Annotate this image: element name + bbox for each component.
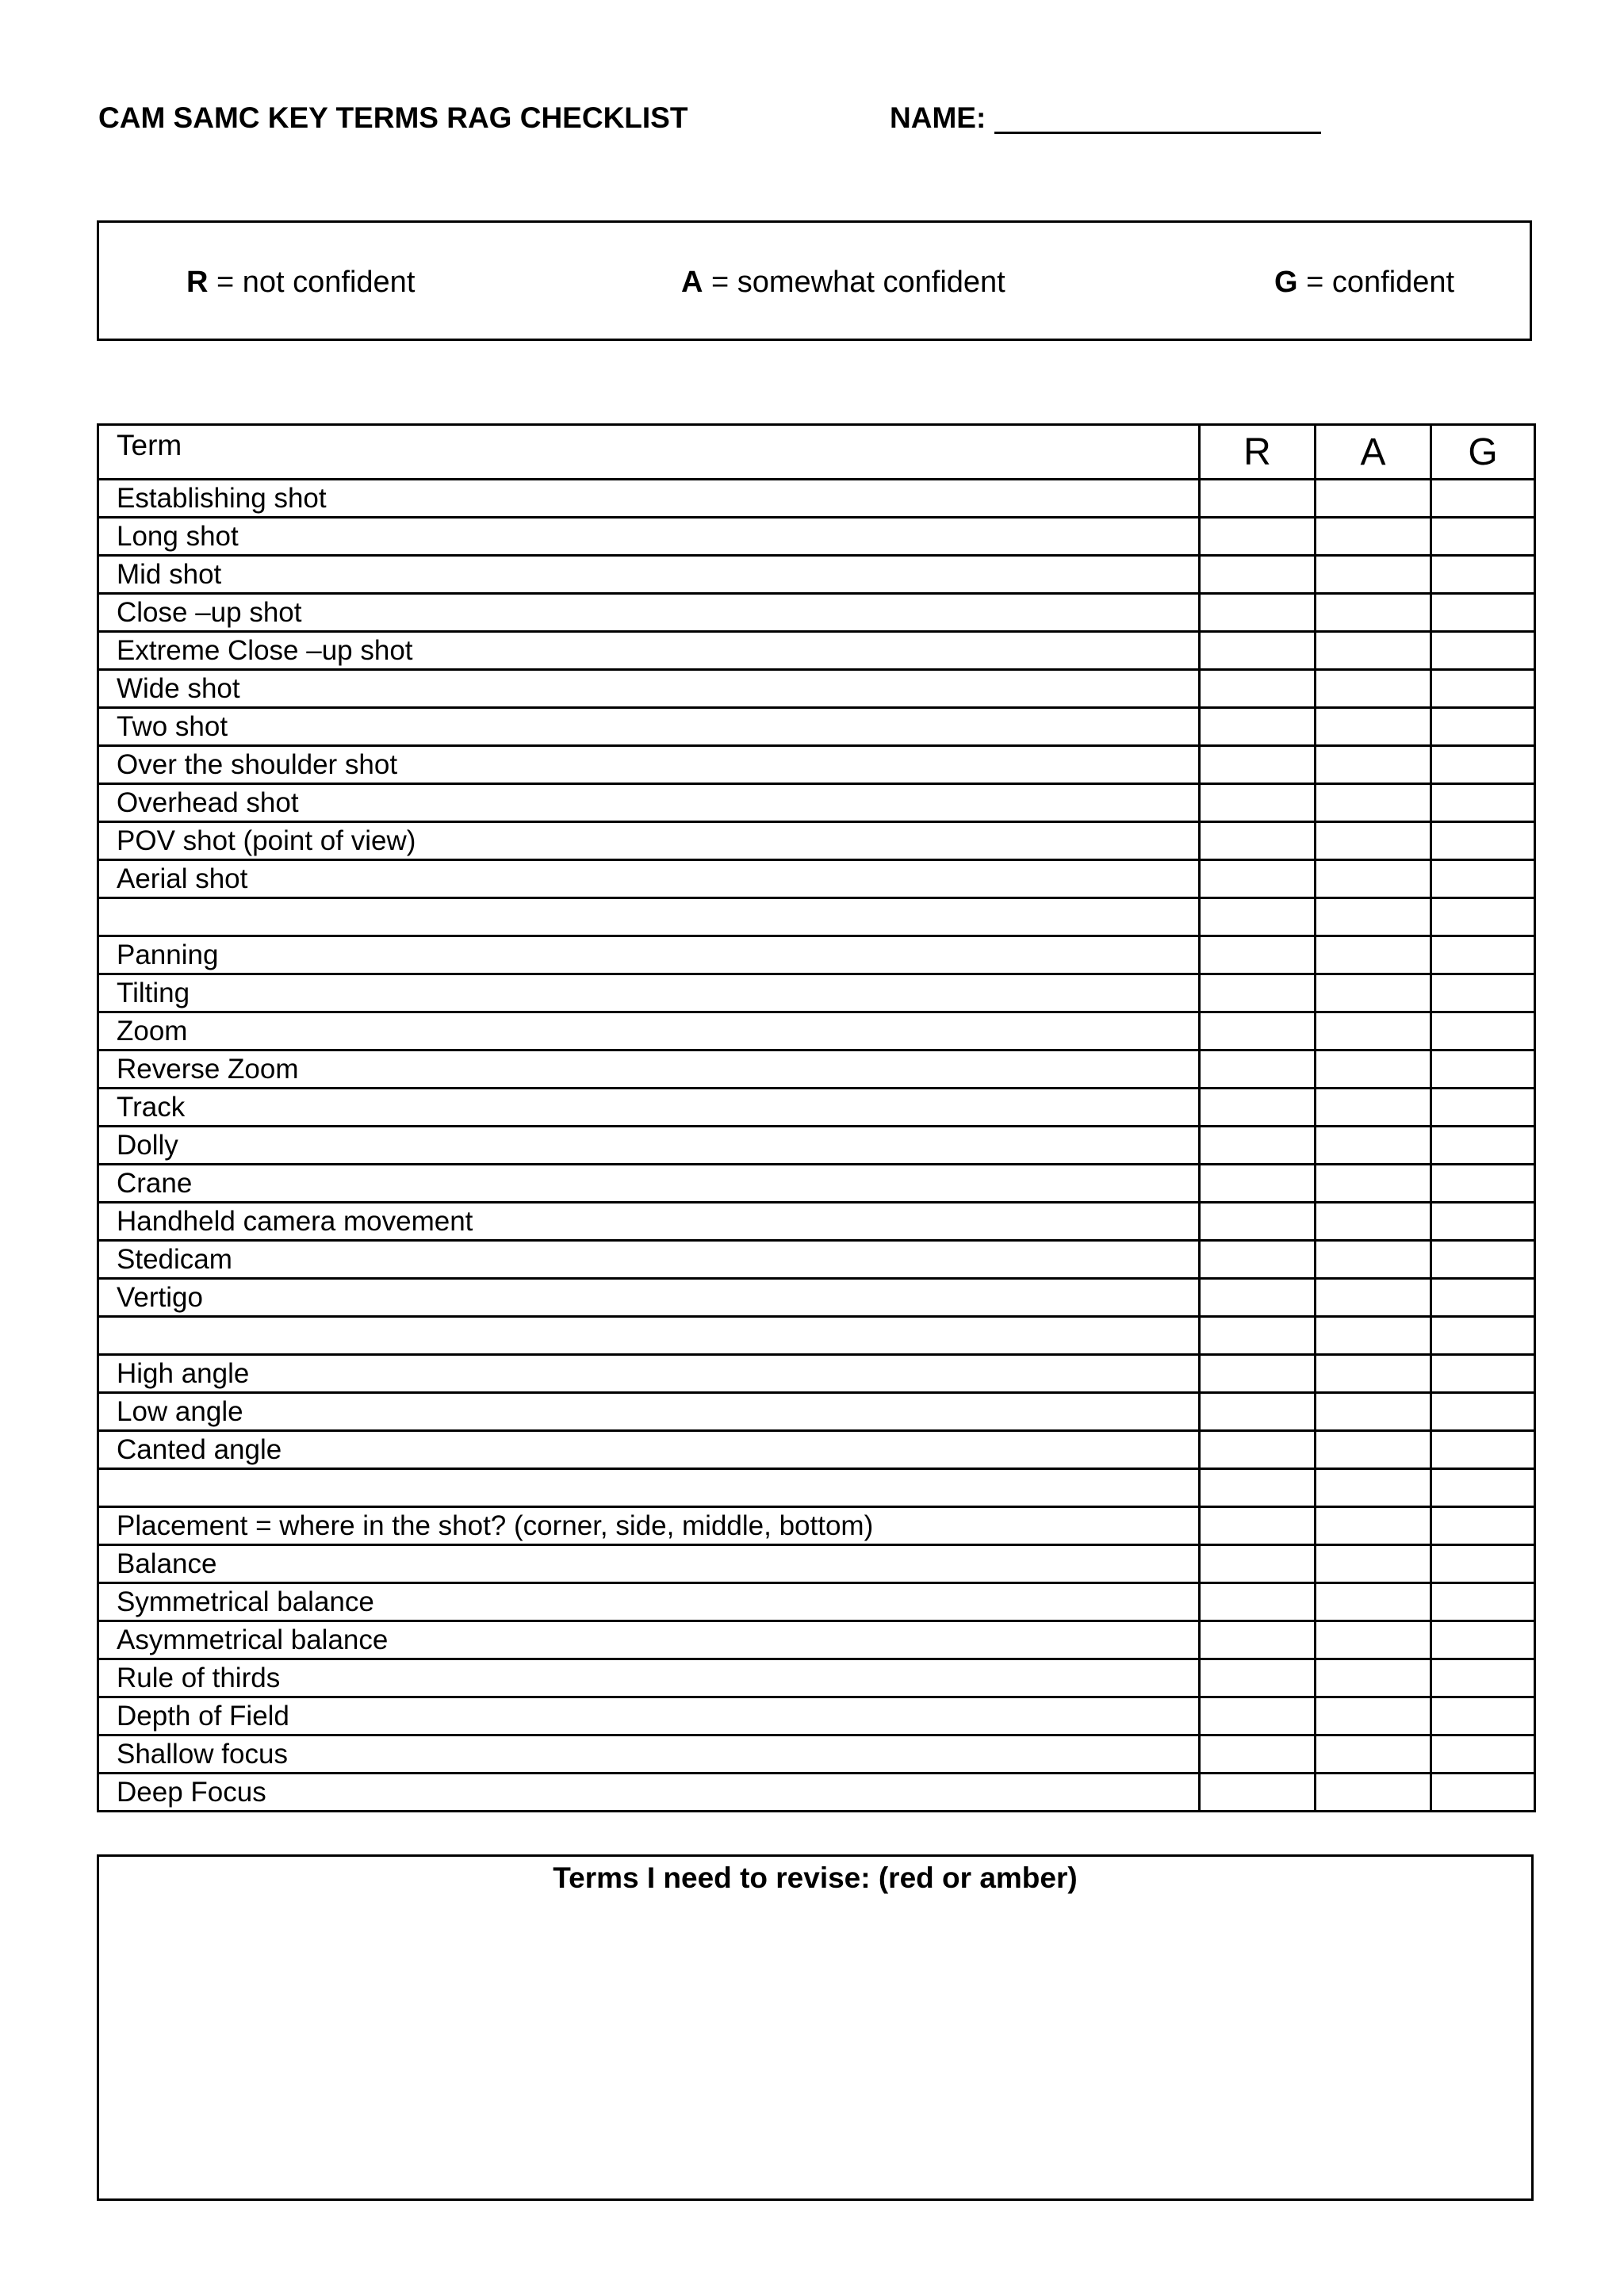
rating-cell-a[interactable]: [1316, 1659, 1431, 1697]
term-cell: Mid shot: [98, 556, 1200, 594]
rating-cell-g[interactable]: [1431, 1012, 1535, 1050]
term-cell: Low angle: [98, 1393, 1200, 1431]
rating-cell-r[interactable]: [1200, 936, 1316, 974]
rating-cell-a[interactable]: [1316, 480, 1431, 518]
rating-cell-r[interactable]: [1200, 1735, 1316, 1774]
rating-cell-r[interactable]: [1200, 1355, 1316, 1393]
rating-cell-a[interactable]: [1316, 632, 1431, 670]
rating-cell-r[interactable]: [1200, 1279, 1316, 1317]
term-cell: Canted angle: [98, 1431, 1200, 1469]
term-cell: Symmetrical balance: [98, 1583, 1200, 1621]
rating-cell-r[interactable]: [1200, 1203, 1316, 1241]
rating-cell-g[interactable]: [1431, 822, 1535, 860]
rating-cell-r[interactable]: [1200, 708, 1316, 746]
rating-cell-r[interactable]: [1200, 1507, 1316, 1545]
term-cell: Placement = where in the shot? (corner, side, middle, bottom): [98, 1507, 1200, 1545]
name-label: NAME:: [890, 101, 986, 134]
table-row: [98, 1241, 1535, 1279]
rating-cell-a[interactable]: [1316, 898, 1431, 936]
rating-cell-r[interactable]: [1200, 1241, 1316, 1279]
rating-cell-r[interactable]: [1200, 1431, 1316, 1469]
rating-cell-g[interactable]: [1431, 974, 1535, 1012]
term-cell: Aerial shot: [98, 860, 1200, 898]
rating-cell-g[interactable]: [1431, 670, 1535, 708]
rating-cell-r[interactable]: [1200, 1165, 1316, 1203]
legend-amber: [681, 266, 1005, 300]
term-cell: Rule of thirds: [98, 1659, 1200, 1697]
rating-cell-g[interactable]: [1431, 1735, 1535, 1774]
rating-cell-g[interactable]: [1431, 594, 1535, 632]
rating-cell-g[interactable]: [1431, 1355, 1535, 1393]
rating-cell-r[interactable]: [1200, 974, 1316, 1012]
term-cell: Two shot: [98, 708, 1200, 746]
rating-cell-a[interactable]: [1316, 860, 1431, 898]
column-header-a: A: [1316, 425, 1431, 480]
rating-cell-g[interactable]: [1431, 1050, 1535, 1089]
rating-cell-g[interactable]: [1431, 632, 1535, 670]
term-cell: Extreme Close –up shot: [98, 632, 1200, 670]
rating-cell-g[interactable]: [1431, 480, 1535, 518]
table-row: [98, 1012, 1535, 1050]
table-row: [98, 594, 1535, 632]
rating-cell-a[interactable]: [1316, 1393, 1431, 1431]
term-cell: Deep Focus: [98, 1774, 1200, 1812]
rating-cell-g[interactable]: [1431, 898, 1535, 936]
table-row: [98, 1165, 1535, 1203]
rating-cell-g[interactable]: [1431, 1165, 1535, 1203]
rating-cell-g[interactable]: [1431, 1203, 1535, 1241]
table-row: [98, 1507, 1535, 1545]
table-row: [98, 1774, 1535, 1812]
table-row: [98, 974, 1535, 1012]
rating-cell-a[interactable]: [1316, 974, 1431, 1012]
rating-cell-g[interactable]: [1431, 708, 1535, 746]
rating-cell-a[interactable]: [1316, 1774, 1431, 1812]
legend-red: [186, 266, 415, 300]
rating-cell-a[interactable]: [1316, 1279, 1431, 1317]
table-body: [98, 480, 1535, 1812]
term-cell: Panning: [98, 936, 1200, 974]
page-title: CAM SAMC KEY TERMS RAG CHECKLIST: [98, 101, 688, 134]
term-cell: Asymmetrical balance: [98, 1621, 1200, 1659]
table-row: [98, 1089, 1535, 1127]
rating-cell-g[interactable]: [1431, 1431, 1535, 1469]
rating-cell-r[interactable]: [1200, 1127, 1316, 1165]
rating-cell-a[interactable]: [1316, 1583, 1431, 1621]
term-cell: [98, 1469, 1200, 1507]
rating-cell-g[interactable]: [1431, 1774, 1535, 1812]
term-cell: Dolly: [98, 1127, 1200, 1165]
rating-cell-r[interactable]: [1200, 556, 1316, 594]
rating-cell-a[interactable]: [1316, 1165, 1431, 1203]
table-row: [98, 1050, 1535, 1089]
rating-cell-r[interactable]: [1200, 1089, 1316, 1127]
table-row: [98, 1621, 1535, 1659]
rating-cell-a[interactable]: [1316, 1355, 1431, 1393]
rating-cell-g[interactable]: [1431, 936, 1535, 974]
rating-cell-r[interactable]: [1200, 822, 1316, 860]
rating-cell-a[interactable]: [1316, 784, 1431, 822]
table-row: [98, 556, 1535, 594]
term-cell: Wide shot: [98, 670, 1200, 708]
rating-cell-r[interactable]: [1200, 1393, 1316, 1431]
rating-cell-g[interactable]: [1431, 1241, 1535, 1279]
table-row: [98, 1431, 1535, 1469]
table-row: [98, 1279, 1535, 1317]
column-header-g: G: [1431, 425, 1535, 480]
term-cell: High angle: [98, 1355, 1200, 1393]
rating-cell-g[interactable]: [1431, 1545, 1535, 1583]
rating-cell-a[interactable]: [1316, 1431, 1431, 1469]
rating-cell-a[interactable]: [1316, 822, 1431, 860]
rating-cell-r[interactable]: [1200, 746, 1316, 784]
rating-cell-a[interactable]: [1316, 556, 1431, 594]
table-row: [98, 1545, 1535, 1583]
table-row: [98, 784, 1535, 822]
table-row: [98, 898, 1535, 936]
rating-cell-g[interactable]: [1431, 1469, 1535, 1507]
term-cell: Establishing shot: [98, 480, 1200, 518]
column-header-r: R: [1200, 425, 1316, 480]
column-header-term: Term: [98, 425, 1200, 480]
rating-cell-r[interactable]: [1200, 1697, 1316, 1735]
legend-amber-text: = somewhat confident: [711, 266, 1005, 299]
rating-cell-g[interactable]: [1431, 1697, 1535, 1735]
term-cell: Vertigo: [98, 1279, 1200, 1317]
term-cell: Long shot: [98, 518, 1200, 556]
table-row: [98, 1659, 1535, 1697]
table-row: [98, 1735, 1535, 1774]
rating-cell-a[interactable]: [1316, 1089, 1431, 1127]
rating-cell-r[interactable]: [1200, 1050, 1316, 1089]
rating-cell-r[interactable]: [1200, 1659, 1316, 1697]
rating-cell-g[interactable]: [1431, 1089, 1535, 1127]
rating-cell-g[interactable]: [1431, 556, 1535, 594]
rating-cell-a[interactable]: [1316, 1241, 1431, 1279]
table-row: [98, 1355, 1535, 1393]
rating-cell-r[interactable]: [1200, 1621, 1316, 1659]
term-cell: Shallow focus: [98, 1735, 1200, 1774]
rating-cell-r[interactable]: [1200, 1317, 1316, 1355]
table-row: [98, 670, 1535, 708]
legend-red-text: = not confident: [216, 266, 416, 299]
rating-cell-a[interactable]: [1316, 1127, 1431, 1165]
table-row: [98, 822, 1535, 860]
table-row: [98, 708, 1535, 746]
term-cell: [98, 1317, 1200, 1355]
rating-cell-g[interactable]: [1431, 784, 1535, 822]
rating-cell-r[interactable]: [1200, 860, 1316, 898]
table-header-row: [98, 425, 1535, 480]
table-row: [98, 1697, 1535, 1735]
rating-cell-g[interactable]: [1431, 1393, 1535, 1431]
legend-box: [97, 220, 1532, 341]
rating-cell-a[interactable]: [1316, 708, 1431, 746]
term-cell: Zoom: [98, 1012, 1200, 1050]
rating-cell-a[interactable]: [1316, 518, 1431, 556]
term-cell: Depth of Field: [98, 1697, 1200, 1735]
term-cell: POV shot (point of view): [98, 822, 1200, 860]
term-cell: Tilting: [98, 974, 1200, 1012]
rating-cell-g[interactable]: [1431, 1621, 1535, 1659]
rating-cell-a[interactable]: [1316, 1507, 1431, 1545]
revise-title: Terms I need to revise: (red or amber): [553, 1862, 1078, 1894]
table-row: [98, 1469, 1535, 1507]
term-cell: Reverse Zoom: [98, 1050, 1200, 1089]
rating-cell-a[interactable]: [1316, 594, 1431, 632]
rating-cell-g[interactable]: [1431, 860, 1535, 898]
term-cell: [98, 898, 1200, 936]
rating-cell-g[interactable]: [1431, 1127, 1535, 1165]
legend-green-text: = confident: [1306, 266, 1455, 299]
term-cell: Overhead shot: [98, 784, 1200, 822]
rating-cell-r[interactable]: [1200, 594, 1316, 632]
rating-cell-a[interactable]: [1316, 1545, 1431, 1583]
table-row: [98, 480, 1535, 518]
rating-cell-g[interactable]: [1431, 1279, 1535, 1317]
rag-checklist-table: [97, 423, 1536, 1812]
rating-cell-r[interactable]: [1200, 1774, 1316, 1812]
term-cell: Close –up shot: [98, 594, 1200, 632]
rating-cell-a[interactable]: [1316, 1203, 1431, 1241]
term-cell: Track: [98, 1089, 1200, 1127]
rating-cell-r[interactable]: [1200, 670, 1316, 708]
term-cell: Crane: [98, 1165, 1200, 1203]
table-row: [98, 746, 1535, 784]
rating-cell-a[interactable]: [1316, 1317, 1431, 1355]
revise-box[interactable]: [97, 1854, 1534, 2201]
rating-cell-g[interactable]: [1431, 518, 1535, 556]
table-row: [98, 1127, 1535, 1165]
rating-cell-g[interactable]: [1431, 1583, 1535, 1621]
term-cell: Stedicam: [98, 1241, 1200, 1279]
rating-cell-r[interactable]: [1200, 1583, 1316, 1621]
rating-cell-g[interactable]: [1431, 746, 1535, 784]
rating-cell-g[interactable]: [1431, 1507, 1535, 1545]
table-row: [98, 860, 1535, 898]
rating-cell-g[interactable]: [1431, 1659, 1535, 1697]
rating-cell-r[interactable]: [1200, 518, 1316, 556]
rating-cell-a[interactable]: [1316, 1735, 1431, 1774]
legend-amber-key: A: [681, 266, 703, 299]
rating-cell-a[interactable]: [1316, 1050, 1431, 1089]
term-cell: Balance: [98, 1545, 1200, 1583]
table-row: [98, 1317, 1535, 1355]
rating-cell-r[interactable]: [1200, 1469, 1316, 1507]
rating-cell-a[interactable]: [1316, 670, 1431, 708]
legend-red-key: R: [186, 266, 209, 299]
term-cell: Handheld camera movement: [98, 1203, 1200, 1241]
rating-cell-a[interactable]: [1316, 1621, 1431, 1659]
rating-cell-r[interactable]: [1200, 898, 1316, 936]
name-input-line[interactable]: [994, 132, 1321, 134]
rating-cell-g[interactable]: [1431, 1317, 1535, 1355]
rating-cell-a[interactable]: [1316, 1012, 1431, 1050]
legend-green-key: G: [1274, 266, 1298, 299]
rating-cell-r[interactable]: [1200, 1545, 1316, 1583]
table-row: [98, 1583, 1535, 1621]
rating-cell-r[interactable]: [1200, 784, 1316, 822]
rating-cell-r[interactable]: [1200, 480, 1316, 518]
rating-cell-a[interactable]: [1316, 1697, 1431, 1735]
table-row: [98, 632, 1535, 670]
table-row: [98, 1393, 1535, 1431]
table-row: [98, 936, 1535, 974]
rating-cell-r[interactable]: [1200, 1012, 1316, 1050]
term-cell: Over the shoulder shot: [98, 746, 1200, 784]
rating-cell-r[interactable]: [1200, 632, 1316, 670]
rating-cell-a[interactable]: [1316, 1469, 1431, 1507]
rating-cell-a[interactable]: [1316, 936, 1431, 974]
rating-cell-a[interactable]: [1316, 746, 1431, 784]
table-row: [98, 1203, 1535, 1241]
table-row: [98, 518, 1535, 556]
legend-green: [1274, 266, 1454, 300]
